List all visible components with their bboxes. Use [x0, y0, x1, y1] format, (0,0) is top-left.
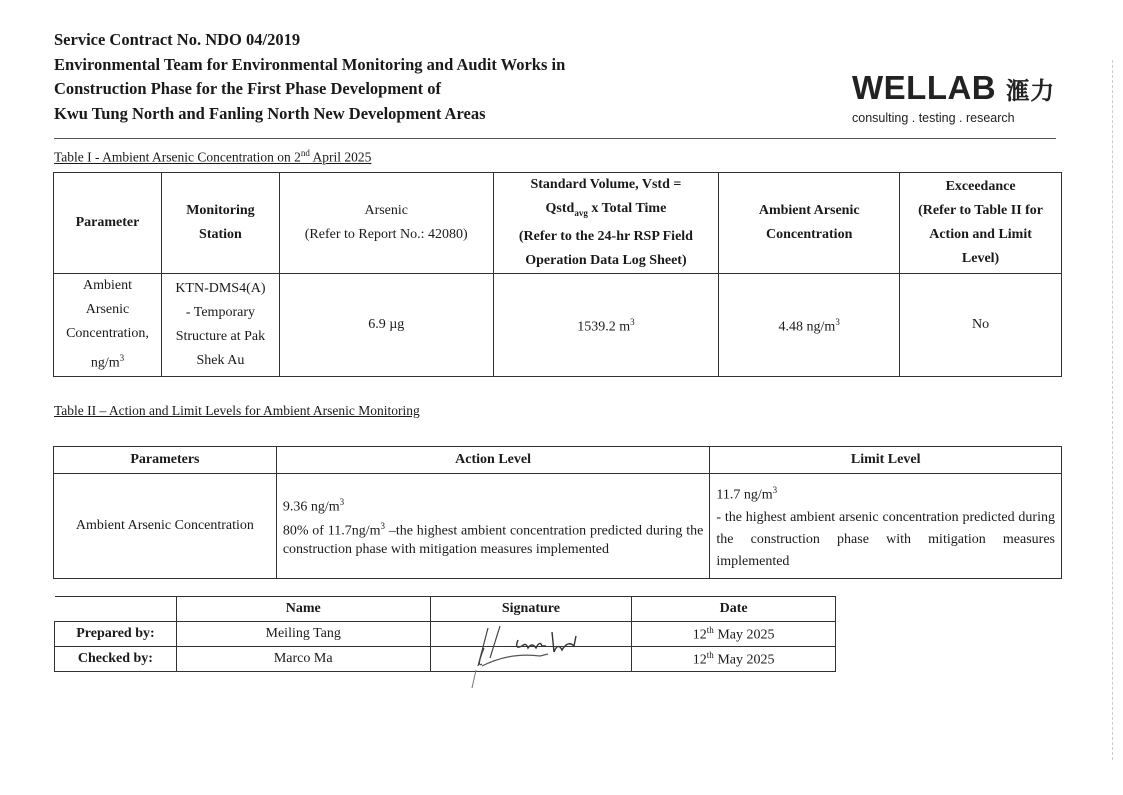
header-cell: Parameters — [54, 447, 277, 474]
table-header-row — [54, 173, 1062, 274]
row-label: Checked by: — [55, 647, 177, 672]
date-cell: 12th May 2025 — [632, 622, 836, 647]
action-limit-table — [53, 446, 1062, 579]
volume-cell: 1539.2 $m^3$ — [493, 274, 719, 377]
header-cell: Ambient Arsenic Concentration — [719, 173, 900, 274]
date-cell: 12th May 2025 — [632, 647, 836, 672]
name-cell: Marco Ma — [176, 647, 430, 672]
header-cell: Exceedance (Refer to Table II for Action and Limit Level) — [900, 173, 1062, 274]
arsenic-cell: 6.9 µg — [279, 274, 493, 377]
logo-brand: WELLAB — [852, 69, 997, 106]
logo-chinese: 滙力 — [1005, 77, 1055, 105]
header-cell: Monitoring Station — [161, 173, 279, 274]
action-level-cell: 9.36 $ng/m^3$ 80% of $11.7ng/m^3$ –the highest ambient concentration predicted during the construction phase with mitigation measures implemented — [276, 474, 710, 579]
signoff-table — [54, 596, 836, 672]
header-title-line: Environmental Team for Environmental Monitoring and Audit Works in — [54, 54, 566, 74]
table-header-row — [55, 597, 836, 622]
arsenic-concentration-table — [53, 172, 1062, 377]
concentration-cell: 4.48 $ng/m^3$ — [719, 274, 900, 377]
header-cell: Action Level — [276, 447, 710, 474]
header-cell — [55, 597, 177, 622]
name-cell: Meiling Tang — [176, 622, 430, 647]
table-row — [54, 474, 1062, 579]
handwritten-signature — [470, 618, 620, 688]
header-cell: Signature — [430, 597, 632, 622]
header-cell: Parameter — [54, 173, 162, 274]
logo-tagline: consulting . testing . research — [852, 111, 1015, 125]
document-header — [54, 28, 694, 126]
wellab-logo — [852, 70, 1057, 125]
header-cell: Standard Volume, Vstd = Qstd$_{avg}$ x Total Time (Refer to the 24-hr RSP Field Operation Data Log Sheet) — [493, 173, 719, 274]
table-row — [54, 274, 1062, 377]
table-header-row — [54, 447, 1062, 474]
header-cell: Limit Level — [710, 447, 1062, 474]
station-cell: KTN-DMS4(A) - Temporary Structure at Pak Shek Au — [161, 274, 279, 377]
row-label: Prepared by: — [55, 622, 177, 647]
page-edge-mark — [1112, 60, 1115, 760]
header-title-line: Construction Phase for the First Phase Development of — [54, 79, 441, 98]
header-divider — [54, 138, 1056, 139]
contract-number: Service Contract No. NDO 04/2019 — [54, 30, 301, 49]
table-row — [55, 647, 836, 672]
table1-caption: Table I - Ambient Arsenic Concentration on 2nd April 2025 — [54, 148, 372, 165]
header-cell: Name — [176, 597, 430, 622]
parameter-cell: Ambient Arsenic Concentration, $ng/m^3$ — [54, 274, 162, 377]
table-row — [55, 622, 836, 647]
limit-level-cell: 11.7 $ng/m^3$ - the highest ambient arsenic concentration predicted during the construction phase with mitigation measures implemented — [710, 474, 1062, 579]
table2-caption: Table II – Action and Limit Levels for Ambient Arsenic Monitoring — [54, 403, 420, 418]
parameter-cell: Ambient Arsenic Concentration — [54, 474, 277, 579]
header-cell: Arsenic (Refer to Report No.: 42080) — [279, 173, 493, 274]
header-cell: Date — [632, 597, 836, 622]
exceedance-cell: No — [900, 274, 1062, 377]
header-title-line: Kwu Tung North and Fanling North New Development Areas — [54, 103, 486, 123]
